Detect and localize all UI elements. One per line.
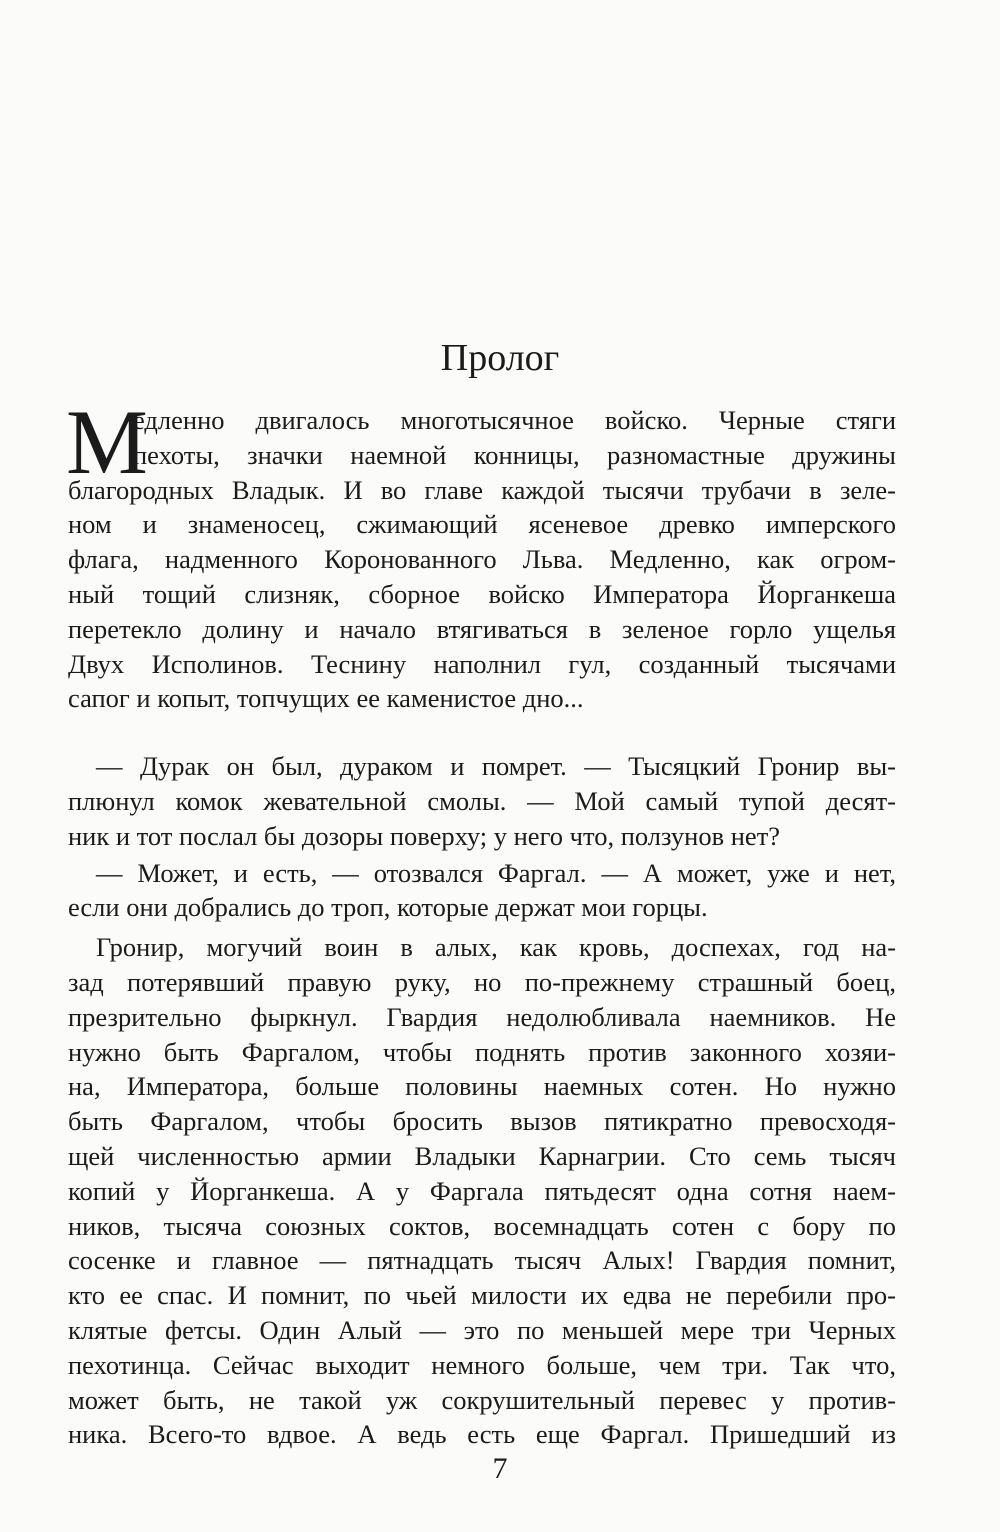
body-text — [66, 391, 896, 1454]
paragraph — [68, 856, 896, 926]
text-line: сапог и копыт, топчущих ее каменистое дно... — [68, 683, 584, 714]
text-line: перетекло долину и начало втягиваться в зеленое горло ущелья — [68, 613, 896, 644]
text-line: сосенке и главное — пятнадцать тысяч Алых! Гвардия помнит, — [68, 1245, 896, 1276]
text-line: клятые фетсы. Один Алый — это по меньшей мере три Черных — [68, 1314, 896, 1345]
text-line: презрительно фыркнул. Гвардия недолюбливала наемников. Не — [68, 1001, 896, 1032]
text-line: нужно быть Фаргалом, чтобы поднять против законного хозяи- — [68, 1036, 896, 1067]
text-line: кто ее спас. И помнит, по чьей милости их едва не перебили про- — [68, 1280, 896, 1311]
paragraph — [66, 391, 896, 716]
text-line: быть Фаргалом, чтобы бросить вызов пятикратно превосходя- — [68, 1106, 896, 1137]
text-line: щей численностью армии Владыки Карнагрии. Сто семь тысяч — [68, 1140, 896, 1171]
text-line: — Может, и есть, — отозвался Фаргал. — А может, уже и нет, — [96, 857, 896, 888]
text-line: Двух Исполинов. Теснину наполнил гул, созданный тысячами — [68, 648, 896, 679]
text-line: ном и знаменосец, сжимающий ясеневое древко имперского — [68, 509, 896, 540]
text-line: ников, тысяча союзных соктов, восемнадцать сотен с бору по — [68, 1210, 896, 1241]
page-number: 7 — [492, 1452, 508, 1485]
paragraph — [68, 930, 896, 1452]
text-line: зад потерявший правую руку, но по-прежнему страшный боец, — [68, 966, 896, 997]
text-line: пехоты, значки наемной конницы, разномастные дружины — [133, 439, 896, 470]
drop-cap: М — [66, 391, 148, 493]
text-line: — Дурак он был, дураком и помрет. — Тысяцкий Гронир вы- — [96, 751, 896, 782]
text-line: копий у Йорганкеша. А у Фаргала пятьдесят одна сотня наем- — [68, 1175, 896, 1206]
text-line: может быть, не такой уж сокрушительный перевес у против- — [68, 1384, 896, 1415]
text-line: ника. Всего-то вдвое. А ведь есть еще Фаргал. Пришедший из — [68, 1419, 896, 1450]
chapter-title: Пролог — [440, 337, 560, 379]
text-line: флага, надменного Коронованного Льва. Медленно, как огром- — [68, 544, 896, 575]
text-line: благородных Владык. И во главе каждой тысячи трубачи в зеле- — [68, 474, 896, 505]
text-line: Гронир, могучий воин в алых, как кровь, доспехах, год на- — [96, 932, 896, 963]
text-line: если они добрались до троп, которые держат мои горцы. — [68, 892, 708, 923]
text-line: на, Императора, больше половины наемных сотен. Но нужно — [68, 1071, 896, 1102]
text-line: едленно двигалось многотысячное войско. Черные стяги — [133, 405, 896, 435]
text-line: ник и тот послал бы дозоры поверху; у него что, ползунов нет? — [68, 820, 781, 851]
text-line: плюнул комок жевательной смолы. — Мой самый тупой десят- — [68, 785, 896, 816]
text-line: пехотинца. Сейчас выходит немного больше, чем три. Так что, — [68, 1349, 896, 1380]
text-line: ный тощий слизняк, сборное войско Императора Йорганкеша — [68, 578, 896, 609]
paragraph — [68, 749, 896, 853]
